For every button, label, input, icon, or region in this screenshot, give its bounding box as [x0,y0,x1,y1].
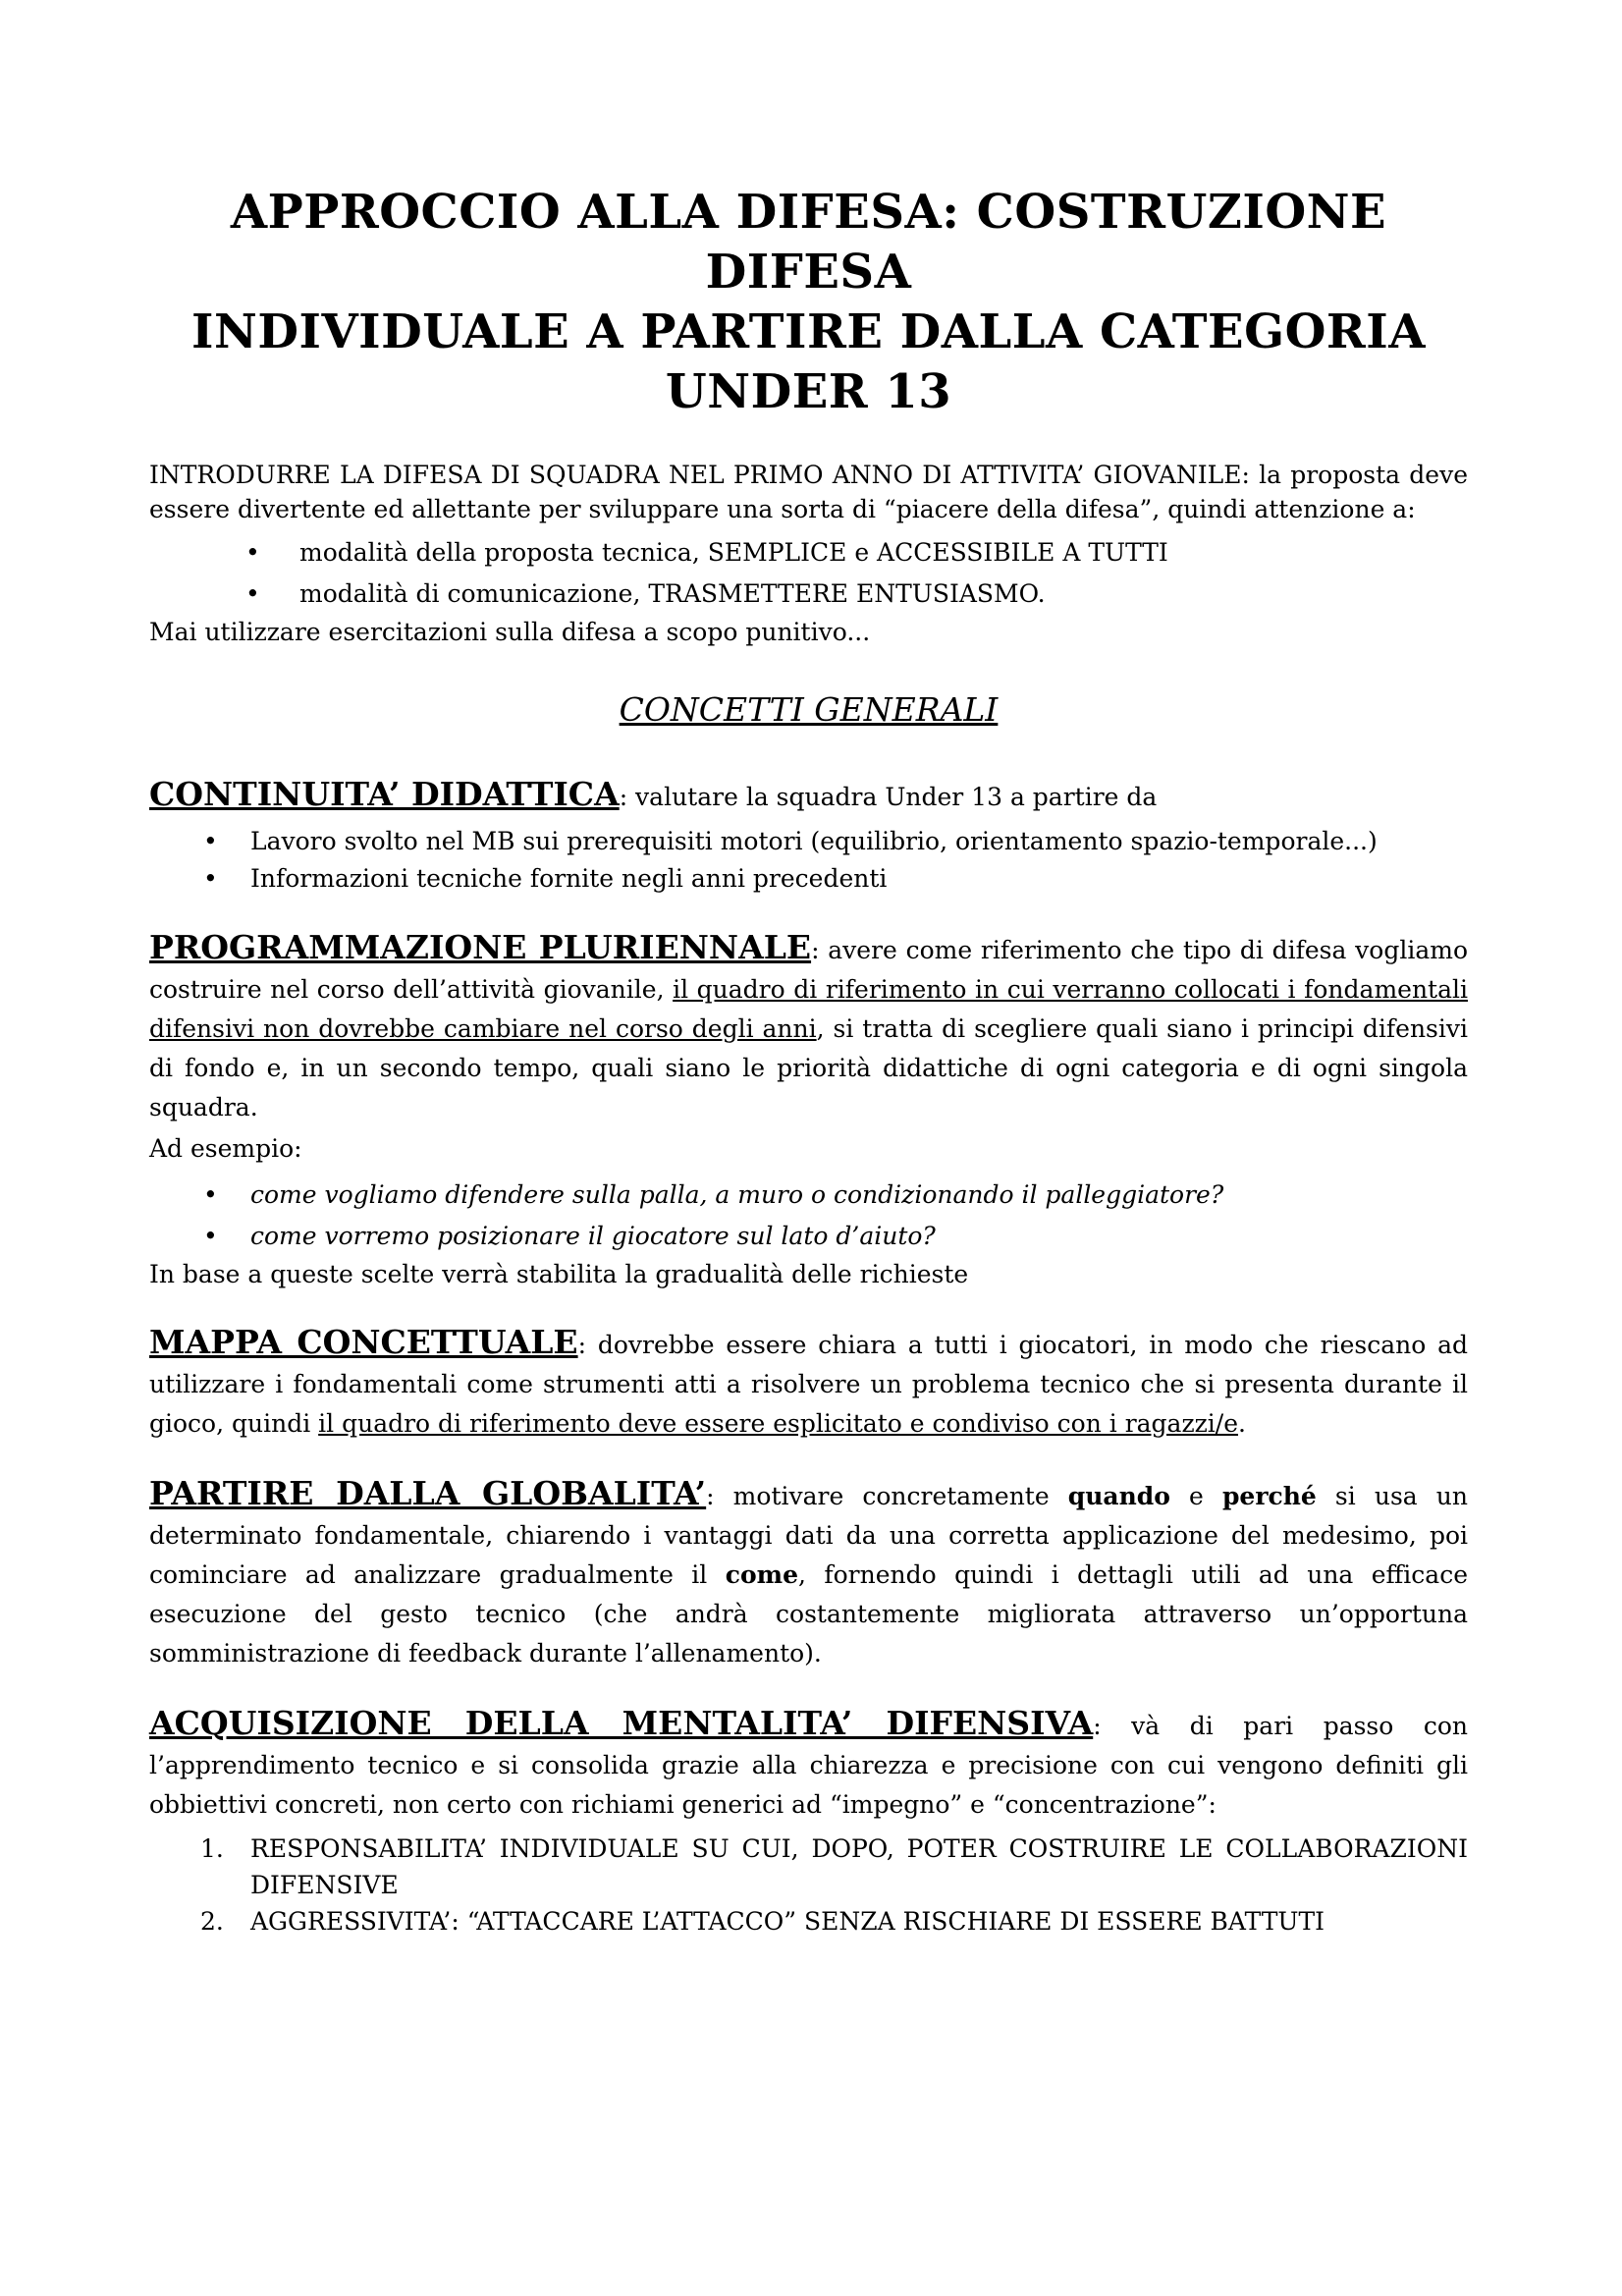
intro-bullet-list [149,532,1468,615]
intro-bullet-item [149,574,1468,615]
center-heading: CONCETTI GENERALI [619,690,999,729]
numbered-list-item [149,1831,1468,1903]
section-programmazione-pluriennale [149,928,1468,1292]
page-content [149,0,1468,1940]
section-paragraph [149,928,1468,1127]
text-run: come [725,1560,798,1589]
bullet-marker: • [245,538,260,567]
page-title-line: APPROCCIO ALLA DIFESA: COSTRUZIONE DIFESA [230,185,1387,300]
text-run: modalità di comunicazione, TRASMETTERE ENTUSIASMO. [299,579,1046,608]
text-run: AGGRESSIVITA’: “ATTACCARE L’ATTACCO” SENZA RISCHIARE DI ESSERE BATTUTI [250,1907,1325,1936]
list-number-marker: 2. [200,1907,224,1936]
text-run: il quadro di riferimento deve essere esplicitato e condiviso con i ragazzi/e [318,1409,1239,1438]
text-run: : dovrebbe essere chiara a tutti i giocatori, in modo che riescano ad utilizzare i fondamentali come strumenti atti a risolvere un problema tecnico che si presenta durante il gioco, quindi [149,1331,1468,1438]
run-in-header: PARTIRE DALLA GLOBALITA’ [149,1474,707,1512]
list-item-text [299,574,1468,615]
text-run: perché [1221,1482,1317,1510]
section-bullet-item [149,860,1468,898]
section-bullet-item [149,823,1468,860]
section-mappa-concettuale [149,1323,1468,1444]
text-run: . [1238,1409,1246,1438]
bullet-marker: • [203,864,218,893]
list-item-text [250,1175,1468,1216]
bullet-marker: • [203,1180,218,1209]
text-run: , fornendo quindi i dettagli utili ad una efficace esecuzione del gesto tecnico (che andrà costantemente migliorata attraverso un’opportuna somministrazione di feedback durante l’allenamento). [149,1560,1469,1667]
numbered-list-item [149,1903,1468,1940]
text-run: : và di pari passo con l’apprendimento tecnico e si consolida grazie alla chiarezza e precisione con cui vengono definiti gli obbiettivi concreti, non certo con richiami generici ad “impegno” e “concentrazione”: [149,1712,1469,1819]
section-bullet-item [149,1216,1468,1257]
bullet-marker: • [245,579,260,608]
section-paragraph [149,1474,1468,1673]
text-run: INTRODURRE LA DIFESA DI SQUADRA NEL PRIMO ANNO DI ATTIVITA’ GIOVANILE: la proposta deve essere divertente ed allettante per sviluppare una sorta di “piacere della difesa”, quindi attenzione a: [149,461,1468,523]
text-run: il quadro di riferimento in cui verranno collocati i fondamentali difensivi non dovrebbe cambiare nel corso degli anni [149,975,1468,1043]
intro-note: Mai utilizzare esercitazioni sulla difesa a scopo punitivo... [149,618,871,646]
section-bullet-list [149,1175,1468,1257]
section-paragraph [149,1704,1468,1825]
intro-bullet-item [149,532,1468,574]
section-continuita-didattica [149,775,1468,898]
text-run: Lavoro svolto nel MB sui prerequisiti motori (equilibrio, orientamento spazio-temporale...) [250,827,1378,855]
section-acquisizione-mentalita [149,1704,1468,1940]
list-number-marker: 1. [200,1834,224,1863]
run-in-header: CONTINUITA’ DIDATTICA [149,775,620,813]
text-run: , si tratta di scegliere quali siano i principi difensivi di fondo e, in un secondo tempo, quali siano le priorità didattiche di ogni categoria e di ogni singola squadra. [149,1014,1468,1121]
bullet-marker: • [203,827,218,855]
text-run: quando [1067,1482,1170,1510]
section-numbered-list [149,1831,1468,1940]
run-in-header: ACQUISIZIONE DELLA MENTALITA’ DIFENSIVA [149,1704,1094,1742]
text-run: Informazioni tecniche fornite negli anni precedenti [250,864,888,893]
run-in-header: PROGRAMMAZIONE PLURIENNALE [149,928,812,966]
page-title [149,183,1468,422]
section-bullet-item [149,1175,1468,1216]
intro-paragraph [149,458,1468,526]
list-item-text [299,532,1468,574]
text-run: come vorremo posizionare il giocatore sul lato d’aiuto? [250,1222,936,1250]
section-partire-dalla-globalita [149,1474,1468,1673]
section-bullet-list [149,823,1468,898]
section-footer: In base a queste scelte verrà stabilita la gradualità delle richieste [149,1260,969,1288]
text-run: e [1169,1482,1222,1510]
text-run: modalità della proposta tecnica, SEMPLICE e ACCESSIBILE A TUTTI [299,538,1168,567]
list-item-text [250,1903,1468,1940]
list-item-text [250,1831,1468,1903]
text-run: : motivare concretamente [706,1482,1068,1510]
list-item-text [250,860,1468,898]
text-run: : valutare la squadra Under 13 a partire da [619,783,1158,811]
text-run: si usa un determinato fondamentale, chiarendo i vantaggi dati da una corretta applicazione del medesimo, poi cominciare ad analizzare gradualmente il [149,1482,1468,1589]
text-run: RESPONSABILITA’ INDIVIDUALE SU CUI, DOPO, POTER COSTRUIRE LE COLLABORAZIONI DIFENSIVE [250,1834,1468,1899]
page-title-line: UNDER 13 [665,364,952,419]
page-title-line: INDIVIDUALE A PARTIRE DALLA CATEGORIA [191,304,1426,359]
section-paragraph [149,1323,1468,1444]
run-in-header: MAPPA CONCETTUALE [149,1323,578,1361]
section-lead: Ad esempio: [149,1134,302,1163]
list-item-text [250,823,1468,860]
text-run: : avere come riferimento che tipo di difesa vogliamo costruire nel corso dell’attività giovanile, [149,936,1468,1004]
text-run: come vogliamo difendere sulla palla, a muro o condizionando il palleggiatore? [250,1180,1224,1209]
section-paragraph [149,775,1468,817]
bullet-marker: • [203,1222,218,1250]
list-item-text [250,1216,1468,1257]
